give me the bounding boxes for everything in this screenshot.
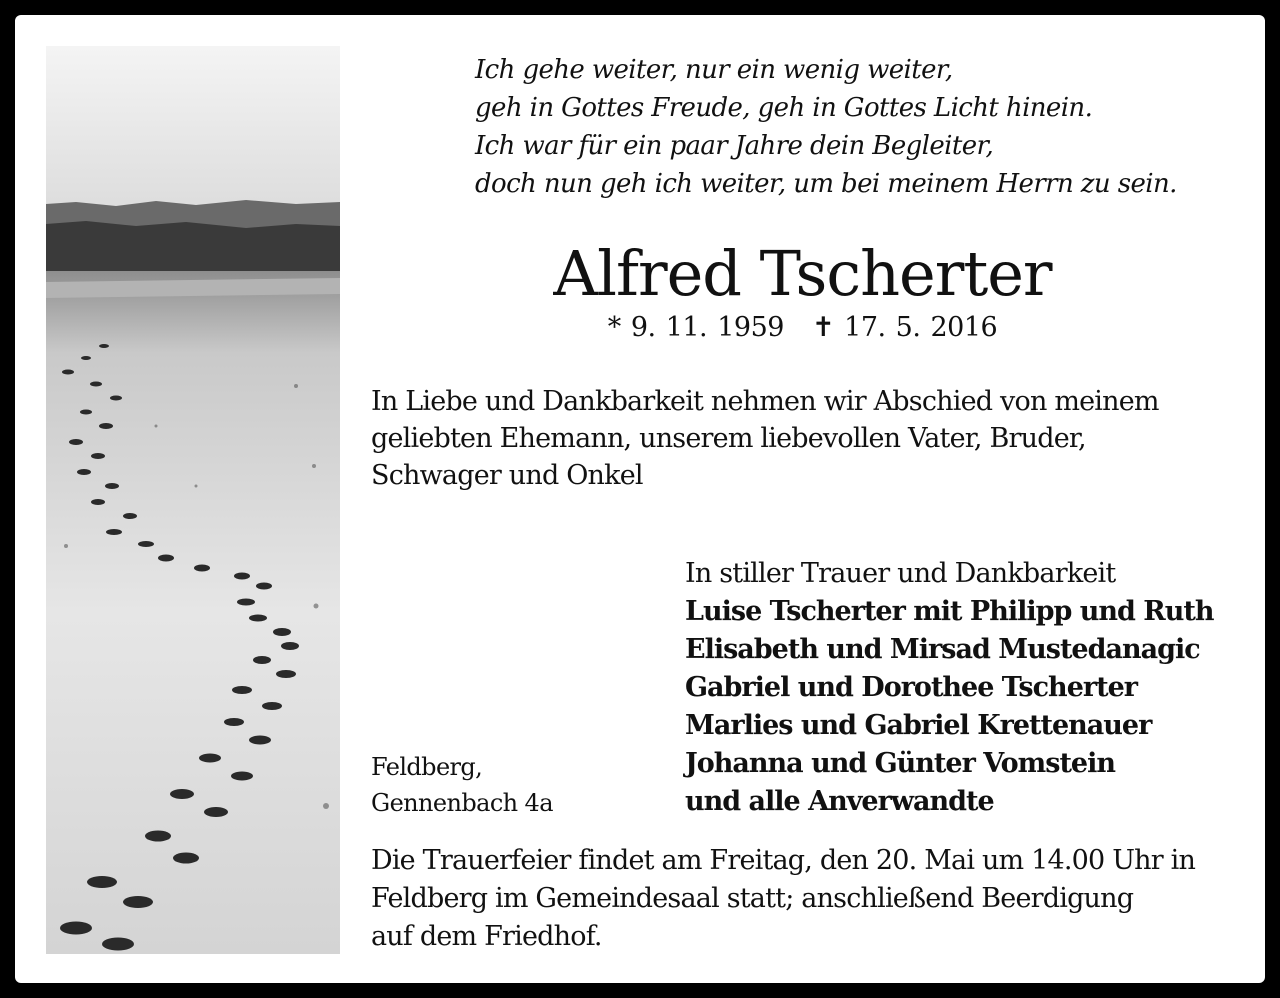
poem-verse [475,51,1255,203]
footprints-photo-svg [46,46,340,954]
death-date: ✝ 17. 5. 2016 [811,312,998,343]
funeral-line: auf dem Friedhof. [371,921,602,952]
deceased-name: Alfred Tscherter [553,237,1052,310]
funeral-notice [371,842,1261,956]
mourner-name: Marlies und Gabriel Krettenauer [685,710,1152,741]
mourner-name: Elisabeth und Mirsad Mustedanagic [685,634,1200,665]
address-street: Gennenbach 4a [371,789,553,817]
beach-footprints-image [46,46,340,954]
mourners-heading: In stiller Trauer und Dankbarkeit [685,558,1116,589]
mourner-name: Johanna und Günter Vomstein [685,748,1115,779]
poem-line: Ich gehe weiter, nur ein wenig weiter, [475,55,953,85]
obituary-card [15,15,1265,983]
farewell-line: In Liebe und Dankbarkeit nehmen wir Abschied von meinem [371,386,1159,417]
poem-line: geh in Gottes Freude, geh in Gottes Licht hinein. [475,93,1093,123]
life-dates [340,311,1265,345]
mourner-name: und alle Anverwandte [685,786,994,817]
farewell-text [371,383,1251,494]
mourner-name: Luise Tscherter mit Philipp und Ruth [685,596,1214,627]
birth-date: * 9. 11. 1959 [607,312,784,343]
mourners-names [685,593,1265,821]
farewell-line: geliebten Ehemann, unserem liebevollen Vater, Bruder, [371,423,1086,454]
farewell-line: Schwager und Onkel [371,460,643,491]
family-address [371,749,671,821]
mourners-block [685,555,1265,821]
poem-line: Ich war für ein paar Jahre dein Begleiter, [475,131,994,161]
mourner-name: Gabriel und Dorothee Tscherter [685,672,1137,703]
address-city: Feldberg, [371,753,483,781]
funeral-line: Die Trauerfeier findet am Freitag, den 20. Mai um 14.00 Uhr in [371,845,1196,876]
poem-line: doch nun geh ich weiter, um bei meinem Herrn zu sein. [475,169,1177,199]
funeral-line: Feldberg im Gemeindesaal statt; anschließend Beerdigung [371,883,1134,914]
